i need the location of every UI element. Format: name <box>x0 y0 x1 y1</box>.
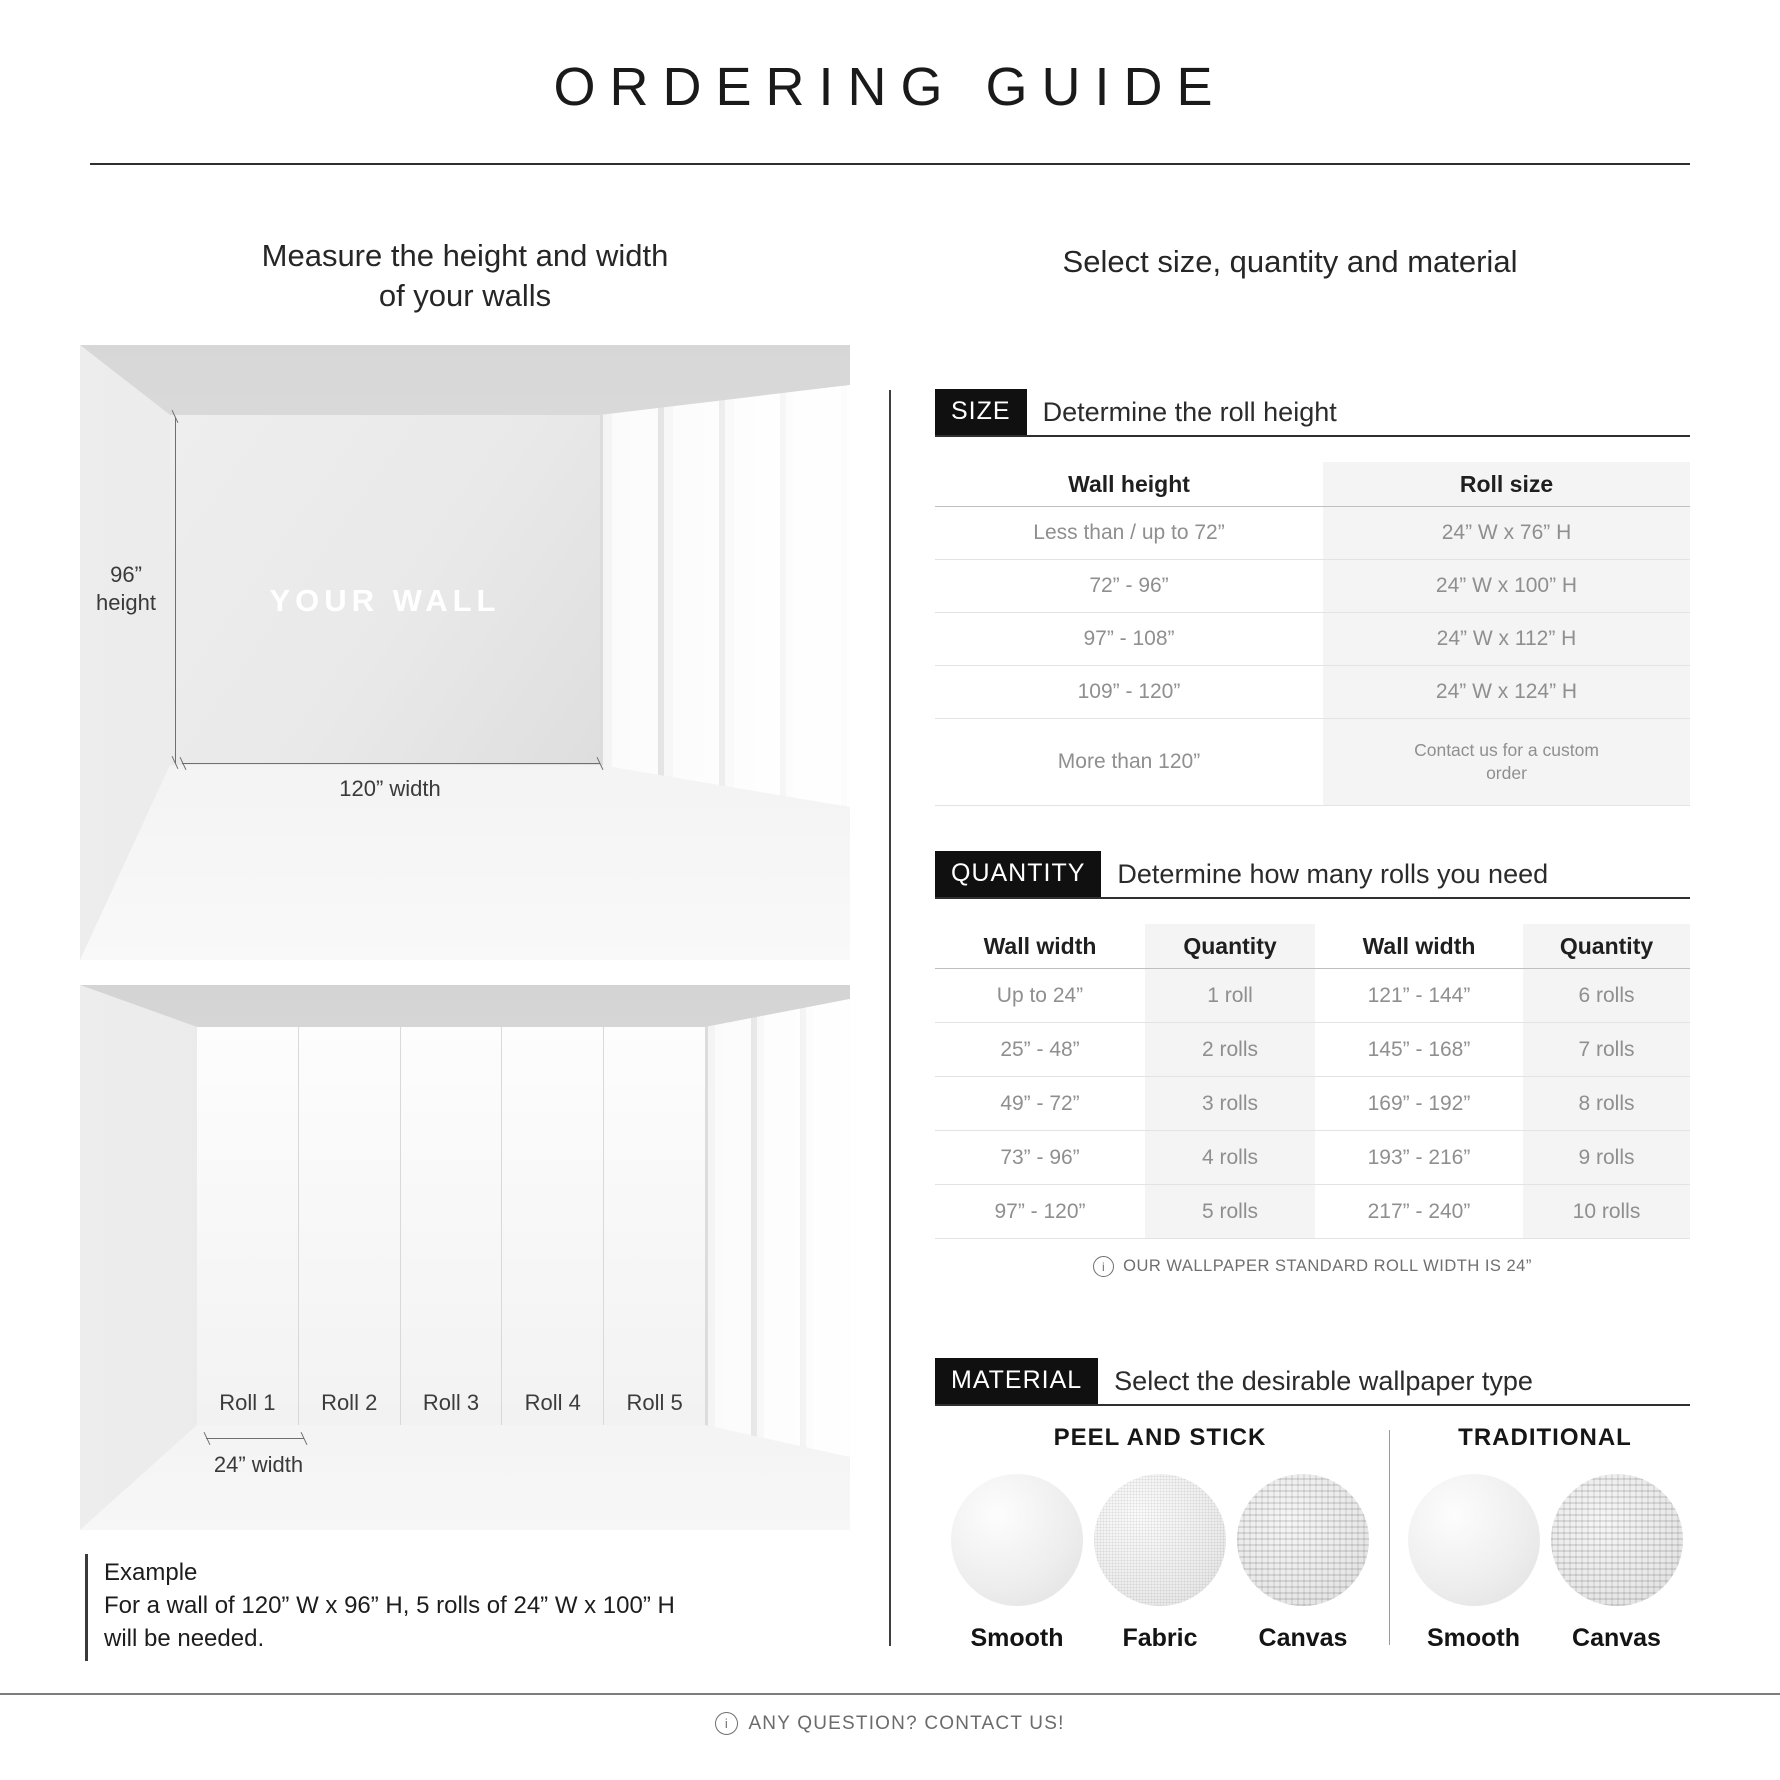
wall-height-cell: 109” - 120” <box>1077 680 1181 703</box>
your-wall-label: YOUR WALL <box>269 583 501 618</box>
roll-label: Roll 5 <box>626 1390 683 1415</box>
peel-and-stick-title: PEEL AND STICK <box>1053 1424 1267 1451</box>
material-group-divider <box>1389 1430 1390 1645</box>
height-word: height <box>96 590 156 615</box>
quantity-cell: 2 rolls <box>1145 1023 1315 1076</box>
right-column-heading: Select size, quantity and material <box>1062 244 1518 279</box>
roll-size-cell: 24” W x 76” H <box>1323 507 1690 559</box>
roll-width-note <box>935 1256 1690 1277</box>
quantity-section-title: Determine how many rolls you need <box>1117 858 1549 889</box>
info-icon: i <box>1093 1256 1114 1277</box>
size-section-title: Determine the roll height <box>1042 396 1337 427</box>
size-table-header-row <box>935 462 1690 507</box>
quantity-table-row <box>935 1023 1690 1077</box>
size-table-row <box>935 560 1690 613</box>
wall-width-cell: 49” - 72” <box>1000 1091 1080 1115</box>
fabric-texture-swatch <box>1094 1474 1226 1606</box>
wall-width-cell: 25” - 48” <box>1000 1037 1080 1061</box>
width-label: 120” width <box>339 776 441 801</box>
size-table-row <box>935 613 1690 666</box>
material-badge: MATERIAL <box>935 1358 1098 1404</box>
wall-width-cell: 121” - 144” <box>1367 983 1471 1007</box>
quantity-table-row <box>935 1131 1690 1185</box>
size-table-row <box>935 507 1690 560</box>
quantity-cell: 5 rolls <box>1145 1185 1315 1238</box>
swatch-label: Canvas <box>1572 1624 1661 1652</box>
size-table <box>935 462 1690 806</box>
example-line1: For a wall of 120” W x 96” H, 5 rolls of 24” W x 100” H <box>104 1592 675 1619</box>
roll-width-label: 24” width <box>213 1452 304 1477</box>
quantity-table-row <box>935 969 1690 1023</box>
roll-size-cell: 24” W x 124” H <box>1323 666 1690 718</box>
swatch-label: Smooth <box>970 1624 1064 1652</box>
footer-contact-text: ANY QUESTION? CONTACT US! <box>748 1712 1065 1734</box>
wall-width-cell: 97” - 120” <box>994 1199 1086 1223</box>
quantity-cell: 1 roll <box>1145 969 1315 1022</box>
left-heading-line1: Measure the height and width <box>261 238 669 273</box>
size-table-row <box>935 666 1690 719</box>
height-measure-line <box>175 417 176 763</box>
custom-order-cell: Contact us for a custom order <box>1323 719 1690 805</box>
material-swatch <box>1237 1474 1369 1653</box>
size-col-roll-size: Roll size <box>1323 462 1690 506</box>
example-block <box>85 1554 675 1661</box>
qty-col-header: Wall width <box>1362 932 1476 959</box>
swatch-label: Smooth <box>1426 1624 1521 1652</box>
quantity-cell: 9 rolls <box>1523 1131 1690 1184</box>
smooth-texture-swatch <box>1408 1474 1540 1606</box>
quantity-badge: QUANTITY <box>935 851 1101 897</box>
quantity-cell: 4 rolls <box>1145 1131 1315 1184</box>
roll-label: Roll 4 <box>524 1390 581 1415</box>
wall-height-cell: 97” - 108” <box>1083 627 1175 650</box>
quantity-cell: 6 rolls <box>1523 969 1690 1022</box>
qty-col-header: Wall width <box>983 932 1097 959</box>
traditional-swatches <box>1400 1474 1690 1653</box>
wall-width-cell: 169” - 192” <box>1367 1091 1471 1115</box>
wall-width-cell: 217” - 240” <box>1367 1199 1471 1223</box>
left-column-heading <box>80 236 850 316</box>
roll-panel <box>604 1027 705 1425</box>
quantity-cell: 8 rolls <box>1523 1077 1690 1130</box>
smooth-texture-swatch <box>951 1474 1083 1606</box>
info-icon: i <box>715 1712 738 1735</box>
footer-contact-note <box>0 1712 1780 1735</box>
room-illustration-measure <box>80 345 850 960</box>
size-col-wall-height: Wall height <box>1068 470 1190 497</box>
wall-height-cell: 72” - 96” <box>1089 574 1169 597</box>
traditional-title: TRADITIONAL <box>1458 1424 1632 1451</box>
quantity-cell: 3 rolls <box>1145 1077 1315 1130</box>
size-table-row <box>935 719 1690 806</box>
example-title: Example <box>104 1559 198 1586</box>
canvas-texture-swatch <box>1237 1474 1369 1606</box>
size-section-header <box>935 389 1690 437</box>
quantity-table-row <box>935 1185 1690 1239</box>
room-illustration-rolls <box>80 985 850 1530</box>
width-measure-line <box>182 763 600 764</box>
roll-size-cell: 24” W x 112” H <box>1323 613 1690 665</box>
swatch-label: Canvas <box>1258 1624 1348 1652</box>
roll-panels <box>197 1027 705 1425</box>
roll-panel <box>502 1027 604 1425</box>
quantity-table-header-row <box>935 924 1690 969</box>
roll-panel <box>197 1027 299 1425</box>
example-line2: will be needed. <box>104 1625 265 1652</box>
swatch-label: Fabric <box>1122 1624 1198 1652</box>
quantity-table <box>935 924 1690 1239</box>
size-badge: SIZE <box>935 389 1027 435</box>
material-swatch <box>1094 1474 1226 1653</box>
quantity-cell: 10 rolls <box>1523 1185 1690 1238</box>
height-label <box>85 561 167 617</box>
quantity-table-row <box>935 1077 1690 1131</box>
title-divider <box>90 163 1690 165</box>
wall-width-cell: 145” - 168” <box>1367 1037 1471 1061</box>
qty-col-header: Quantity <box>1145 924 1315 968</box>
roll-size-cell: 24” W x 100” H <box>1323 560 1690 612</box>
qty-col-header: Quantity <box>1523 924 1690 968</box>
material-section-title: Select the desirable wallpaper type <box>1114 1365 1533 1396</box>
quantity-cell: 7 rolls <box>1523 1023 1690 1076</box>
material-swatch <box>1408 1474 1540 1653</box>
height-value: 96” <box>110 562 142 587</box>
canvas-texture-swatch <box>1551 1474 1683 1606</box>
wall-width-cell: Up to 24” <box>996 983 1084 1007</box>
roll-panel <box>401 1027 503 1425</box>
roll-width-measure-line <box>206 1438 304 1439</box>
roll-label: Roll 2 <box>321 1390 378 1415</box>
roll-panel <box>299 1027 401 1425</box>
peel-and-stick-swatches <box>935 1474 1385 1653</box>
wall-width-cell: 193” - 216” <box>1367 1145 1471 1169</box>
wall-height-cell: More than 120” <box>1057 750 1201 773</box>
left-heading-line2: of your walls <box>378 278 552 313</box>
wall-height-cell: Less than / up to 72” <box>1033 521 1225 544</box>
page-title: ORDERING GUIDE <box>553 57 1227 117</box>
material-swatch <box>951 1474 1083 1653</box>
wall-width-cell: 73” - 96” <box>1000 1145 1080 1169</box>
roll-label: Roll 3 <box>422 1390 480 1415</box>
roll-label: Roll 1 <box>219 1390 276 1415</box>
material-group-traditional <box>1400 1424 1690 1653</box>
material-group-peel-and-stick <box>935 1424 1385 1653</box>
column-divider <box>889 390 891 1646</box>
quantity-section-header <box>935 851 1690 899</box>
material-section-header <box>935 1358 1690 1406</box>
material-swatch <box>1551 1474 1683 1653</box>
footer-divider <box>0 1693 1780 1695</box>
roll-width-note-text: OUR WALLPAPER STANDARD ROLL WIDTH IS 24” <box>1123 1257 1532 1275</box>
